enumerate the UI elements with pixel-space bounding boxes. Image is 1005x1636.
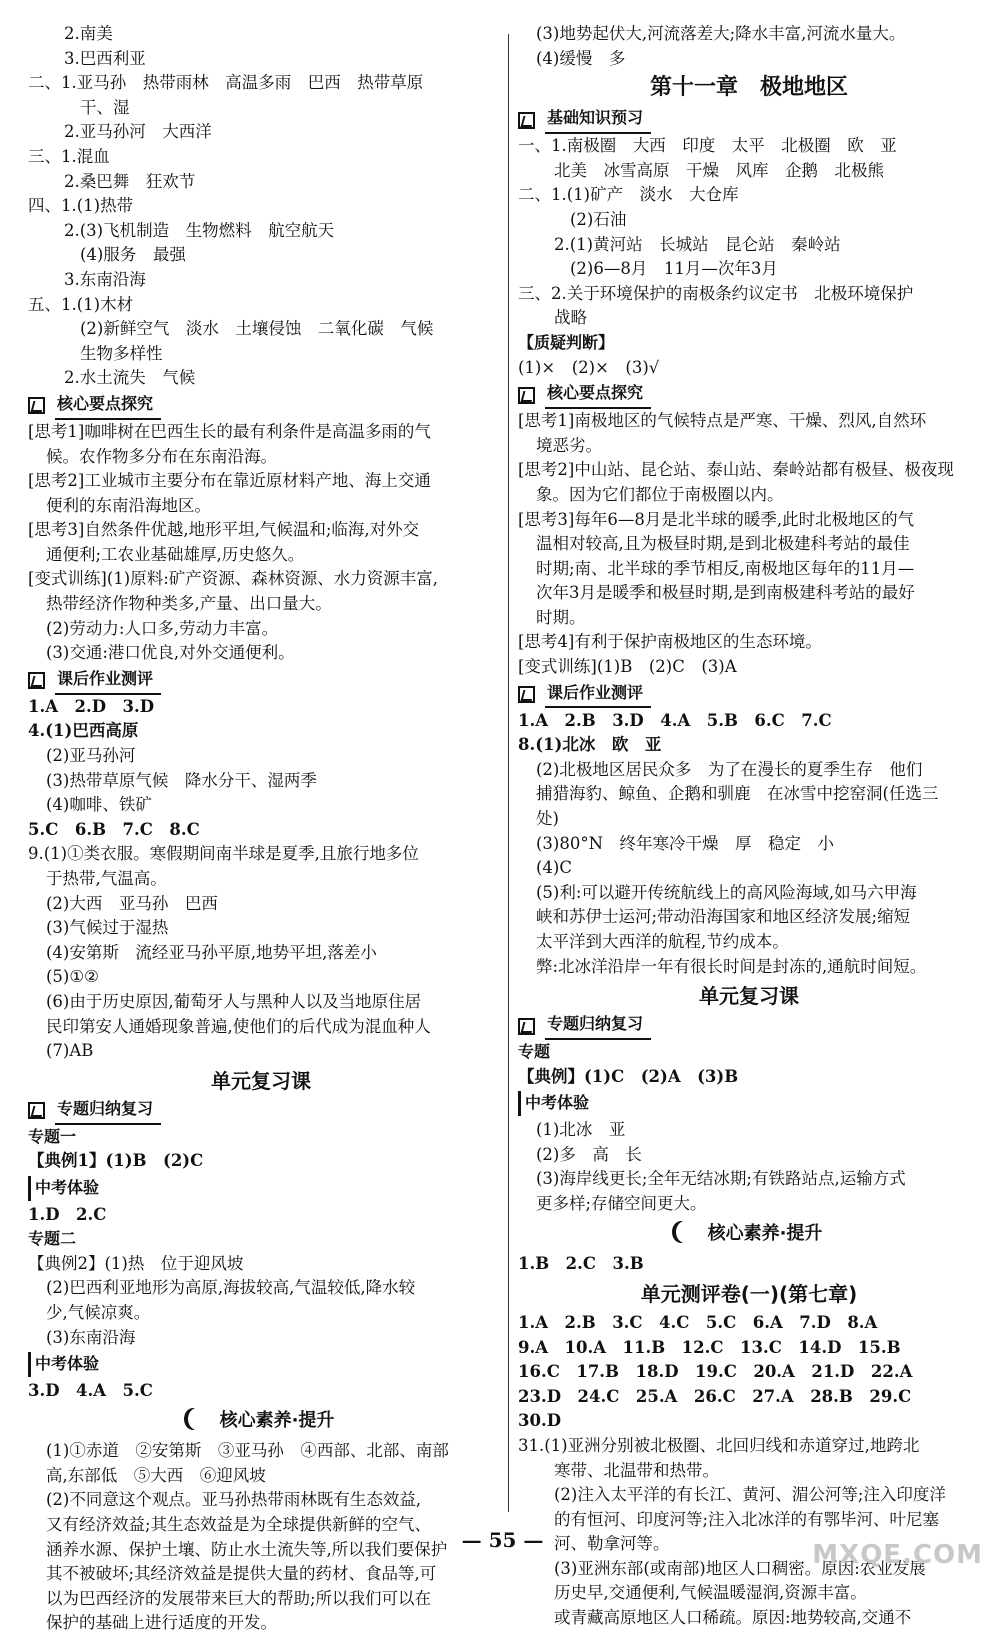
section-header — [28, 668, 494, 694]
answer-line: 3.D 4.A 5.C — [28, 1380, 153, 1400]
core-literacy-title: 核心素养·提升 — [219, 1410, 335, 1432]
answer-line: (4)安第斯 流经亚马孙平原,地势平坦,落差小 — [46, 942, 377, 962]
core-literacy-header — [28, 1406, 494, 1436]
answer-line: 太平洋到大西洋的航程,节约成本。 — [536, 932, 789, 951]
answer-line: 五、1.(1)木材 — [28, 294, 134, 314]
answer-line: 的有恒河、印度河等;注入北冰洋的有鄂毕河、叶尼塞 — [554, 1509, 940, 1529]
answer-line: 次年3月是暖季和极昼时期,是到南极建科考站的最好 — [536, 583, 915, 603]
answer-line: (2)新鲜空气 淡水 土壤侵蚀 二氧化碳 气候 — [80, 319, 434, 339]
answer-line: (2)大西 亚马孙 巴西 — [46, 893, 218, 913]
answer-line: 热带经济作物种类多,产量、出口量大。 — [46, 594, 332, 614]
answer-line: 2.桑巴舞 狂欢节 — [64, 171, 196, 191]
answer-line: (3)东南沿海 — [46, 1327, 136, 1347]
answer-line: 3.东南沿海 — [64, 269, 146, 289]
answer-line: 9.(1)①类衣服。寒假期间南半球是夏季,且旅行地多位 — [28, 844, 419, 864]
core-literacy-header — [518, 1219, 980, 1249]
answer-line: [思考3]每年6—8月是北半球的暖季,此时北极地区的气 — [518, 509, 915, 529]
answer-line: 30.D — [518, 1411, 562, 1431]
answer-line: 【典例2】(1)热 位于迎风坡 — [28, 1253, 244, 1273]
answer-line: (3)亚洲东部(或南部)地区人口稠密。原因:农业发展 — [554, 1558, 926, 1578]
checkbox-mark-icon — [518, 387, 535, 404]
unit-review-heading: 单元测评卷(一)(第七章) — [640, 1281, 858, 1306]
answer-line: (4)服务 最强 — [80, 245, 186, 265]
answer-line: 峡和苏伊士运河;带动沿海国家和地区经济发展;缩短 — [536, 907, 911, 927]
unit-review-heading: 单元复习课 — [699, 984, 799, 1009]
answer-line: 时期;南、北半球的季节相反,南极地区每年的11月— — [536, 558, 915, 578]
answer-line: (5)利:可以避开传统航线上的高风险海域,如马六甲海 — [536, 882, 917, 902]
answer-line: 三、2.关于环境保护的南极条约议定书 北极环境保护 — [518, 283, 914, 303]
topic-label: 专题一 — [28, 1126, 77, 1146]
section-title: 专题归纳复习 — [545, 1012, 651, 1040]
answer-line: 三、1.混血 — [28, 146, 110, 166]
answer-line: (3)气候过于湿热 — [46, 918, 169, 938]
answer-line: 1.A 2.B 3.D 4.A 5.B 6.C 7.C — [518, 710, 832, 730]
answer-line: 于热带,气温高。 — [46, 869, 167, 888]
answer-line: [思考4]有利于保护南极地区的生态环境。 — [518, 632, 822, 652]
watermark-text: MXQE.COM — [812, 1540, 983, 1570]
section-title: 核心要点探究 — [545, 381, 651, 409]
answer-line: 2.(1)黄河站 长城站 昆仑站 秦岭站 — [554, 234, 841, 254]
answer-line: 3.巴西利亚 — [64, 48, 146, 68]
answer-line: 弊:北冰洋沿岸一年有很长时间是封冻的,通航时间短。 — [536, 956, 927, 976]
column-divider — [508, 34, 509, 1512]
answer-line: 民印第安人通婚现象普遍,使他们的后代成为混血种人 — [46, 1016, 431, 1036]
answer-line: 【典例】(1)C (2)A (3)B — [518, 1066, 739, 1086]
answer-line: 2.南美 — [64, 24, 113, 43]
answer-line: (2)注入太平洋的有长江、黄河、湄公河等;注入印度洋 — [554, 1485, 946, 1505]
section-header — [28, 393, 494, 419]
answer-line: [变式训练](1)原料:矿产资源、森林资源、水力资源丰富, — [28, 569, 439, 589]
answer-line: 温相对较高,且为极昼时期,是到北极建科考站的最佳 — [536, 534, 910, 554]
answer-line: 便利的东南沿海地区。 — [46, 495, 211, 515]
answer-line: (3)热带草原气候 降水分干、湿两季 — [46, 770, 317, 790]
answer-line: 候。农作物多分布在东南沿海。 — [46, 446, 277, 466]
answer-line: [思考1]咖啡树在巴西生长的最有利条件是高温多雨的气 — [28, 421, 431, 441]
crescent-moon-icon — [188, 1408, 206, 1430]
answer-line: (1)①赤道 ②安第斯 ③亚马孙 ④西部、北部、南部 — [46, 1441, 449, 1461]
checkbox-mark-icon — [28, 397, 45, 414]
answer-line: 16.C 17.B 18.D 19.C 20.A 21.D 22.A — [518, 1362, 913, 1382]
section-header — [518, 107, 980, 133]
answer-line: 以为巴西经济的发展带来巨大的帮助;所以我们可以在 — [46, 1588, 432, 1608]
answer-line: (3)海岸线更长;全年无结冰期;有铁路站点,运输方式 — [536, 1169, 906, 1189]
answer-line: (6)由于历史原因,葡萄牙人与黑种人以及当地原住居 — [46, 991, 422, 1011]
topic-label: 专题 — [518, 1042, 551, 1062]
section-header — [518, 382, 980, 408]
answer-line: (3)地势起伏大,河流落差大;降水丰富,河流水量大。 — [536, 24, 906, 43]
answer-line: (2)亚马孙河 — [46, 746, 136, 766]
checkbox-mark-icon — [518, 686, 535, 703]
checkbox-mark-icon — [28, 672, 45, 689]
answer-line: (4)C — [536, 858, 572, 878]
answer-line: 二、1.亚马孙 热带雨林 高温多雨 巴西 热带草原 — [28, 73, 424, 93]
answer-line: (4)缓慢 多 — [536, 48, 626, 68]
topic-label: 【质疑判断】 — [518, 332, 615, 352]
answer-line: 象。因为它们都位于南极圈以内。 — [536, 484, 784, 504]
answer-line: 保护的基础上进行适度的开发。 — [46, 1613, 277, 1633]
answer-line: 1.B 2.C 3.B — [518, 1254, 644, 1274]
chapter-title: 第十一章 极地地区 — [649, 75, 848, 101]
answer-line: (3)80°N 终年寒冷干燥 厚 稳定 小 — [536, 833, 835, 853]
section-title: 课后作业测评 — [545, 681, 651, 709]
answer-line: 少,气候凉爽。 — [46, 1302, 151, 1322]
answer-line: [思考1]南极地区的气候特点是严寒、干燥、烈风,自然环 — [518, 411, 927, 431]
answer-line: 更多样;存储空间更大。 — [536, 1193, 707, 1213]
answer-line: 4.(1)巴西高原 — [28, 721, 139, 741]
answer-line: 生物多样性 — [80, 343, 163, 363]
answer-line: 战略 — [554, 308, 587, 328]
answer-line: (2)劳动力:人口多,劳动力丰富。 — [46, 618, 279, 638]
section-header — [518, 1013, 980, 1039]
answer-line: [变式训练](1)B (2)C (3)A — [518, 657, 737, 677]
section-title: 基础知识预习 — [545, 106, 651, 134]
answer-line: (1)北冰 亚 — [536, 1119, 626, 1139]
answer-line: 9.A 10.A 11.B 12.C 13.C 14.D 15.B — [518, 1337, 901, 1357]
answer-line: (7)AB — [46, 1041, 94, 1061]
answer-line: 2.(3)飞机制造 生物燃料 航空航天 — [64, 220, 335, 240]
answer-line: 1.A 2.B 3.C 4.C 5.C 6.A 7.D 8.A — [518, 1312, 878, 1332]
answer-line: 干、湿 — [80, 97, 130, 117]
exam-experience-label: 中考体验 — [28, 1352, 494, 1377]
answer-line: 四、1.(1)热带 — [28, 196, 134, 216]
answer-line: 寒带、北温带和热带。 — [554, 1460, 719, 1480]
answer-line: (2)巴西利亚地形为高原,海拔较高,气温较低,降水较 — [46, 1278, 416, 1298]
checkbox-mark-icon — [518, 112, 535, 129]
right-column — [518, 22, 980, 1631]
answer-line: 二、1.(1)矿产 淡水 大仓库 — [518, 185, 739, 205]
answer-line: 历史早,交通便利,气候温暖湿润,资源丰富。 — [554, 1583, 867, 1603]
answer-line: 1.D 2.C — [28, 1204, 107, 1224]
answer-line: 2.亚马孙河 大西洋 — [64, 122, 212, 142]
answer-line: 2.水土流失 气候 — [64, 368, 196, 388]
answer-line: (2)石油 — [570, 209, 627, 229]
topic-label: 专题二 — [28, 1229, 77, 1249]
answer-line: 1.A 2.D 3.D — [28, 696, 155, 716]
answer-line: (2)北极地区居民众多 为了在漫长的夏季生存 他们 — [536, 759, 923, 779]
left-column — [28, 22, 494, 1636]
core-literacy-title: 核心素养·提升 — [707, 1223, 823, 1245]
answer-line: (3)交通:港口优良,对外交通便利。 — [46, 643, 295, 663]
answer-line: 5.C 6.B 7.C 8.C — [28, 819, 200, 839]
answer-line: (2)6—8月 11月—次年3月 — [570, 259, 778, 279]
answer-line: (4)咖啡、铁矿 — [46, 795, 152, 815]
answer-line: 时期。 — [536, 607, 586, 627]
section-header — [28, 1098, 494, 1124]
answer-line: (2)多 高 长 — [536, 1144, 642, 1164]
answer-line: 8.(1)北冰 欧 亚 — [518, 735, 662, 755]
answer-line: 或青藏高原地区人口稀疏。原因:地势较高,交通不 — [554, 1608, 912, 1628]
page-number: — 55 — — [461, 1528, 544, 1552]
exam-experience-label: 中考体验 — [518, 1091, 980, 1116]
answer-line: (5)①② — [46, 967, 99, 987]
answer-line: 涵养水源、保护土壤、防止水土流失等,所以我们要保护 — [46, 1539, 448, 1559]
section-title: 专题归纳复习 — [55, 1097, 161, 1125]
answer-line: [思考2]中山站、昆仑站、泰山站、秦岭站都有极昼、极夜现 — [518, 460, 954, 480]
answer-line: 境恶劣。 — [536, 435, 602, 455]
answer-line: 通便利;工农业基础雄厚,历史悠久。 — [46, 544, 305, 564]
answer-line: (1)× (2)× (3)√ — [518, 357, 660, 377]
answer-line: [思考2]工业城市主要分布在靠近原材料产地、海上交通 — [28, 471, 431, 491]
answer-line: [思考3]自然条件优越,地形平坦,气候温和;临海,对外交 — [28, 520, 420, 540]
section-header — [518, 682, 980, 708]
answer-line: 【典例1】(1)B (2)C — [28, 1151, 204, 1171]
answer-line: 23.D 24.C 25.A 26.C 27.A 28.B 29.C — [518, 1386, 912, 1406]
answer-line: 又有经济效益;其生态效益是为全球提供新鲜的空气、 — [46, 1515, 432, 1535]
answer-line: 其不被破坏;其经济效益是提供大量的药材、食品等,可 — [46, 1564, 437, 1584]
section-title: 课后作业测评 — [55, 667, 161, 695]
answer-line: 高,东部低 ⑤大西 ⑥迎风坡 — [46, 1465, 266, 1485]
crescent-moon-icon — [676, 1221, 694, 1243]
answer-line: (2)不同意这个观点。亚马孙热带雨林既有生态效益, — [46, 1490, 422, 1510]
answer-line: 处) — [536, 809, 559, 829]
checkbox-mark-icon — [28, 1102, 45, 1119]
section-title: 核心要点探究 — [55, 392, 161, 420]
answer-line: 一、1.南极圈 大西 印度 太平 北极圈 欧 亚 — [518, 136, 897, 156]
exam-experience-label: 中考体验 — [28, 1176, 494, 1201]
checkbox-mark-icon — [518, 1018, 535, 1035]
answer-line: 捕猎海豹、鲸鱼、企鹅和驯鹿 在冰雪中挖窑洞(任选三 — [536, 784, 939, 804]
answer-line: 河、勒拿河等。 — [554, 1534, 670, 1554]
answer-line: 北美 冰雪高原 干燥 风库 企鹅 北极熊 — [554, 160, 884, 180]
unit-review-heading: 单元复习课 — [211, 1068, 311, 1093]
answer-line: 31.(1)亚洲分别被北极圈、北回归线和赤道穿过,地跨北 — [518, 1435, 920, 1455]
